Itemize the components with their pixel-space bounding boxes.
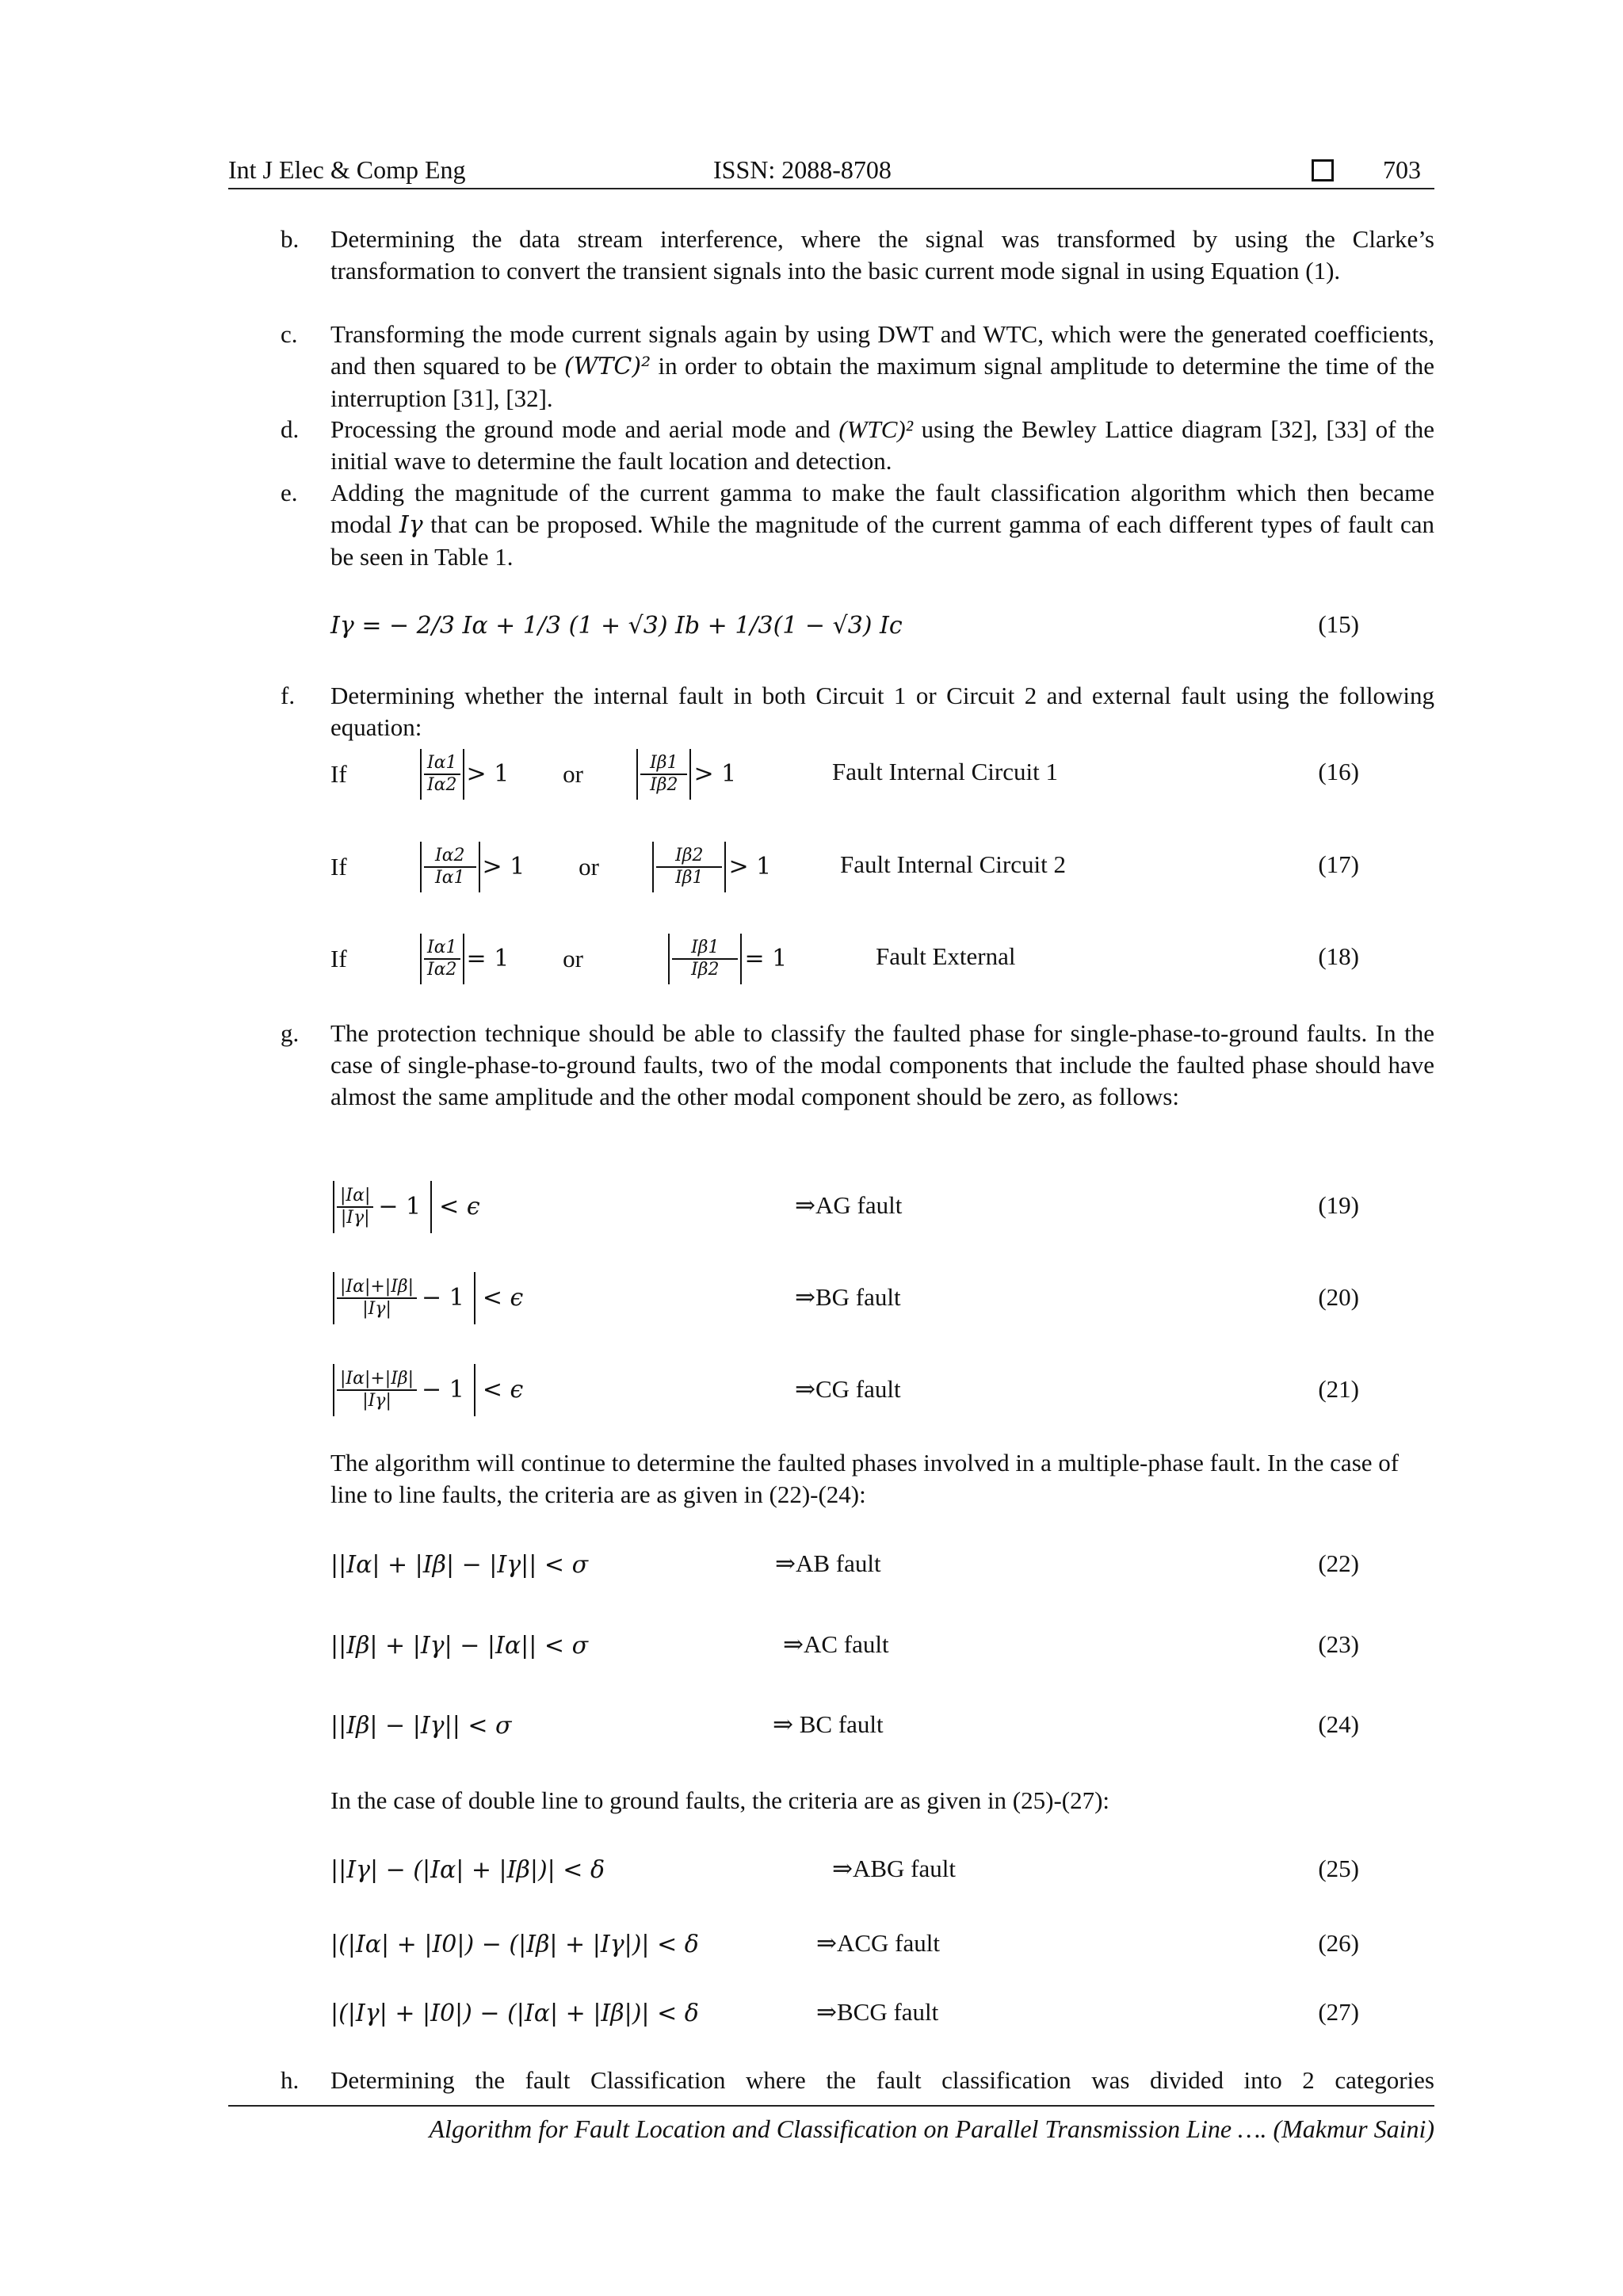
equation-27-number: (27) (1318, 1998, 1359, 2026)
equation-23-result: ⇒AC fault (783, 1630, 889, 1658)
equation-15-number: (15) (1318, 610, 1359, 638)
equation-17: If $\frac{I\alpha 2}{I\alpha 1}$ > 1 or $\frac{I\beta 2}{I\beta 1}$ > 1 (330, 842, 771, 892)
equation-27: |(|Iγ| + |I0|) − (|Iα| + |Iβ|)| < δ (330, 2000, 699, 2027)
header-rule (228, 188, 1434, 189)
equation-16-number: (16) (1318, 758, 1359, 785)
equation-25-result: ⇒ABG fault (832, 1855, 956, 1882)
item-h-letter: h. (281, 2066, 300, 2094)
item-g-letter: g. (281, 1019, 300, 1047)
equation-26-number: (26) (1318, 1929, 1359, 1957)
equation-26-result: ⇒ACG fault (816, 1929, 940, 1957)
equation-19-number: (19) (1318, 1191, 1359, 1219)
equation-19-result: ⇒AG fault (795, 1191, 903, 1219)
equation-17-result: Fault Internal Circuit 2 (840, 850, 1066, 878)
equation-21-number: (21) (1318, 1375, 1359, 1403)
equation-24: ||Iβ| − |Iγ|| < σ (330, 1712, 512, 1740)
equation-16: If $\frac{I\alpha 1}{I\alpha 2}$ > 1 or $\frac{I\beta 1}{I\beta 2}$ > 1 (330, 749, 736, 800)
equation-24-number: (24) (1318, 1710, 1359, 1738)
journal-name: Int J Elec & Comp Eng (228, 155, 466, 184)
footer-rule (228, 2105, 1434, 2107)
gamma-current: Iγ (399, 511, 423, 539)
item-g-text: The protection technique should be able to classify the faulted phase for single-phase-to-ground faults. In the case of single-phase-to-ground faults, two of the modal components that include the faulted phase should have almost the same amplitude and the other modal component should be zero, as follows: (330, 1019, 1434, 1110)
double-line-paragraph: In the case of double line to ground faults, the criteria are as given in (25)-(27): (330, 1786, 1110, 1814)
issn: ISSN: 2088-8708 (713, 155, 892, 184)
equation-22: ||Iα| + |Iβ| − |Iγ|| < σ (330, 1551, 589, 1579)
wtc-squared-2: (WTC)² (838, 415, 914, 443)
running-title: Algorithm for Fault Location and Classification on Parallel Transmission Line …. (Makmur Saini) (429, 2115, 1434, 2143)
equation-20-result: ⇒BG fault (795, 1283, 901, 1311)
item-d-text: Processing the ground mode and aerial mode and (WTC)² using the Bewley Lattice diagram [32], [33] of the initial wave to determine the fault location and detection. (330, 415, 1435, 475)
equation-17-number: (17) (1318, 850, 1359, 878)
item-c-text: Transforming the mode current signals again by using DWT and WTC, which were the generated coefficients, and then squared to be (WTC)² in order to obtain the maximum signal amplitude to determine the time of the interruption [31], [32]. (330, 320, 1434, 412)
item-f-letter: f. (281, 682, 296, 709)
square-bullet-icon (1312, 159, 1334, 181)
equation-20: $\frac{|I\alpha|+|I\beta|}{|I\gamma|}$ − 1 < ϵ (330, 1272, 523, 1324)
equation-21-result: ⇒CG fault (795, 1375, 901, 1403)
item-d-letter: d. (281, 415, 300, 443)
item-f-text: Determining whether the internal fault in both Circuit 1 or Circuit 2 and external fault using the following equation: (330, 682, 1434, 741)
item-b-text: Determining the data stream interference, where the signal was transformed by using the Clarke’s transformation to convert the transient signals into the basic current mode signal in using Equation (1). (330, 225, 1434, 285)
item-c-letter: c. (281, 320, 298, 348)
equation-23-number: (23) (1318, 1630, 1359, 1658)
equation-24-result: ⇒ BC fault (773, 1710, 884, 1738)
page-marker (1312, 155, 1334, 185)
equation-16-result: Fault Internal Circuit 1 (832, 758, 1058, 785)
equation-15: Iγ = − 2/3 Iα + 1/3 (1 + √3) Ib + 1/3(1 − √3) Ic (330, 612, 903, 640)
equation-26: |(|Iα| + |I0|) − (|Iβ| + |Iγ|)| < δ (330, 1931, 699, 1958)
equation-19: $\frac{|I\alpha|}{|I\gamma|}$ − 1 < ϵ (330, 1181, 480, 1233)
equation-23: ||Iβ| + |Iγ| − |Iα|| < σ (330, 1632, 589, 1660)
equation-18-result: Fault External (876, 942, 1016, 970)
equation-22-result: ⇒AB fault (775, 1549, 881, 1577)
equation-27-result: ⇒BCG fault (816, 1998, 939, 2026)
equation-18-number: (18) (1318, 942, 1359, 970)
item-b-letter: b. (281, 225, 300, 253)
equation-18: If $\frac{I\alpha 1}{I\alpha 2}$ = 1 or $\frac{I\beta 1}{I\beta 2}$ = 1 (330, 934, 787, 984)
multi-phase-paragraph: The algorithm will continue to determine the faulted phases involved in a multiple-phase fault. In the case of line to line faults, the criteria are as given in (22)-(24): (330, 1449, 1400, 1508)
equation-25: ||Iγ| − (|Iα| + |Iβ|)| < δ (330, 1856, 605, 1884)
item-e-letter: e. (281, 479, 298, 506)
equation-21: $\frac{|I\alpha|+|I\beta|}{|I\gamma|}$ − 1 < ϵ (330, 1364, 523, 1416)
equation-25-number: (25) (1318, 1855, 1359, 1882)
item-h-text: Determining the fault Classification where the fault classification was divided into 2 categories (330, 2066, 1434, 2094)
equation-20-number: (20) (1318, 1283, 1359, 1311)
frac-a: $\frac{I\alpha 1}{I\alpha 2}$ (424, 753, 460, 796)
wtc-squared: (WTC)² (563, 353, 651, 380)
equation-22-number: (22) (1318, 1549, 1359, 1577)
item-e-text: Adding the magnitude of the current gamma to make the fault classification algorithm which then became modal Iγ that can be proposed. While the magnitude of the current gamma of each different types of fault can be seen in Table 1. (330, 479, 1434, 571)
page-number: 703 (1383, 155, 1421, 184)
